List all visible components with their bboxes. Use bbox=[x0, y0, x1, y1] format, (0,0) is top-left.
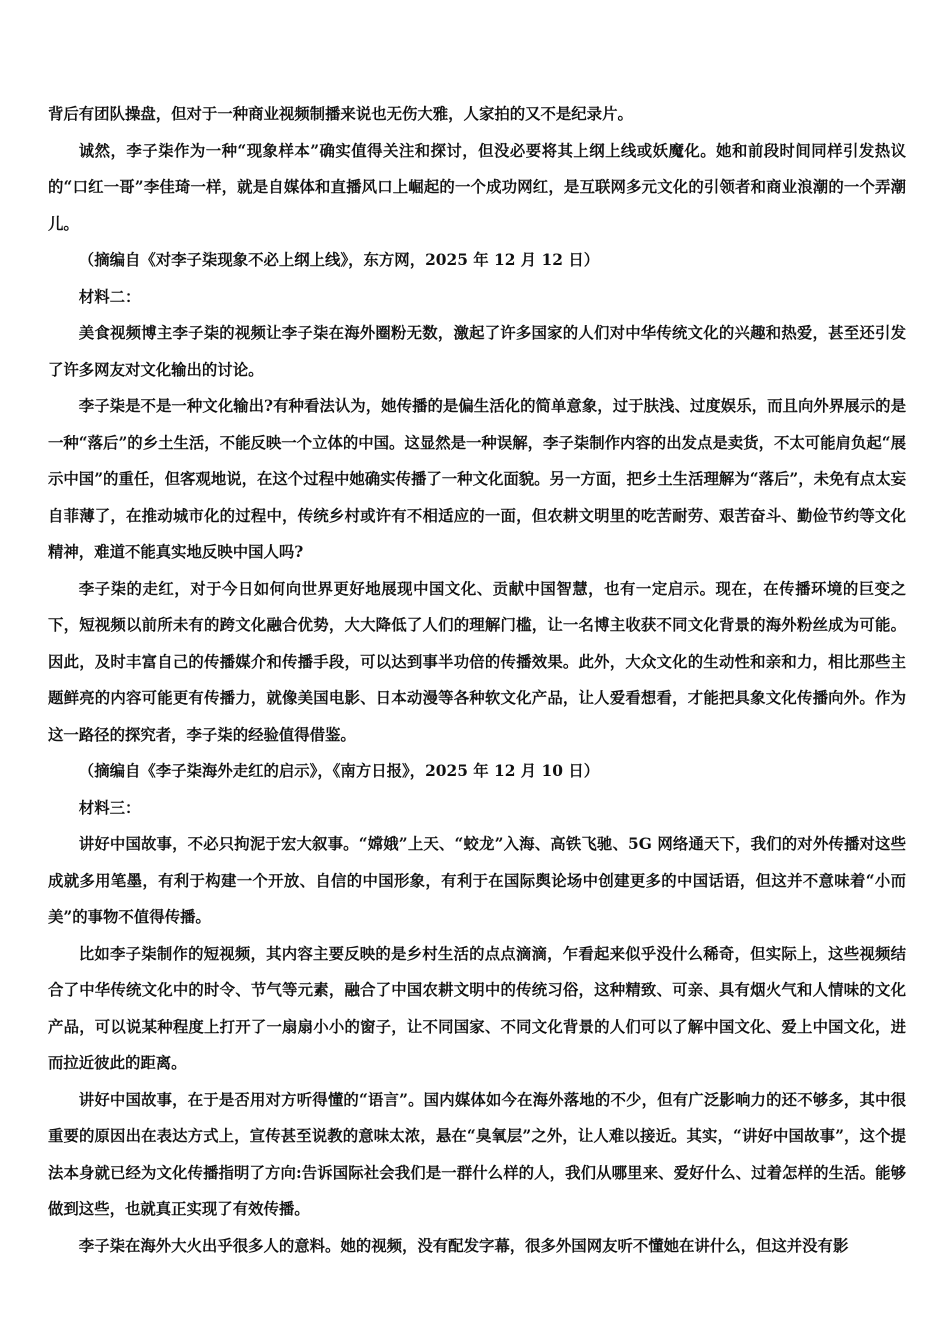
document-body bbox=[48, 96, 906, 1264]
paragraph-4: 李子柒是不是一种文化输出?有种看法认为，她传播的是偏生活化的简单意象，过于肤浅、过度娱乐，而且向外界展示的是一种“落后”的乡土生活，不能反映一个立体的中国。这显然是一种误解，李子柒制作内容的出发点是卖货，不太可能肩负起“展示中国”的重任，但客观地说，在这个过程中她确实传播了一种文化面貌。另一方面，把乡土生活理解为“落后”，未免有点太妄自菲薄了，在推动城市化的过程中，传统乡村或许有不相适应的一面，但农耕文明里的吃苦耐劳、艰苦奋斗、勤俭节约等文化精神，难道不能真实地反映中国人吗? bbox=[48, 397, 906, 561]
source-citation-2: （摘编自《李子柒海外走红的启示》，《南方日报》，2025 年 12 月 10 日） bbox=[78, 762, 600, 780]
source-citation-1: （摘编自《对李子柒现象不必上纲上线》，东方网，2025 年 12 月 12 日） bbox=[78, 251, 600, 269]
paragraph-8: 讲好中国故事，在于是否用对方听得懂的“语言”。国内媒体如今在海外落地的不少，但有广泛影响力的还不够多，其中很重要的原因出在表达方式上，宣传甚至说教的意味太浓，悬在“臭氧层”之外，让人难以接近。其实，“讲好中国故事”，这个提法本身就已经为文化传播指明了方向:告诉国际社会我们是一群什么样的人，我们从哪里来、爱好什么、过着怎样的生活。能够做到这些，也就真正实现了有效传播。 bbox=[48, 1090, 906, 1218]
material-three-heading: 材料三： bbox=[78, 798, 141, 817]
paragraph-5: 李子柒的走红，对于今日如何向世界更好地展现中国文化、贡献中国智慧，也有一定启示。现在，在传播环境的巨变之下，短视频以前所未有的跨文化融合优势，大大降低了人们的理解门槛，让一名博主收获不同文化背景的海外粉丝成为可能。因此，及时丰富自己的传播媒介和传播手段，可以达到事半功倍的传播效果。此外，大众文化的生动性和亲和力，相比那些主题鲜亮的内容可能更有传播力，就像美国电影、日本动漫等各种软文化产品，让人爱看想看，才能把具象文化传播向外。作为这一路径的探究者，李子柒的经验值得借鉴。 bbox=[48, 579, 906, 744]
paragraph-7: 比如李子柒制作的短视频，其内容主要反映的是乡村生活的点点滴滴，乍看起来似乎没什么稀奇，但实际上，这些视频结合了中华传统文化中的时令、节气等元素，融合了中国农耕文明中的传统习俗，这种精致、可亲、具有烟火气和人情味的文化产品，可以说某种程度上打开了一扇扇小小的窗子，让不同国家、不同文化背景的人们可以了解中国文化、爱上中国文化，进而拉近彼此的距离。 bbox=[48, 944, 906, 1072]
paragraph-1: 背后有团队操盘，但对于一种商业视频制播来说也无伤大雅，人家拍的又不是纪录片。 bbox=[48, 105, 633, 123]
material-two-heading: 材料二： bbox=[78, 287, 141, 306]
paragraph-6: 讲好中国故事，不必只拘泥于宏大叙事。“嫦娥”上天、“蛟龙”入海、高铁飞驰、5G 网络通天下，我们的对外传播对这些成就多用笔墨，有利于构建一个开放、自信的中国形象，有利于在国际舆论场中创建更多的中国话语，但这并不意味着“小而美”的事物不值得传播。 bbox=[48, 835, 906, 926]
paragraph-2: 诚然，李子柒作为一种“现象样本”确实值得关注和探讨，但没必要将其上纲上线或妖魔化。她和前段时间同样引发热议的“口红一哥”李佳琦一样，就是自媒体和直播风口上崛起的一个成功网红，是互联网多元文化的引领者和商业浪潮的一个弄潮儿。 bbox=[48, 141, 906, 233]
paragraph-3: 美食视频博主李子柒的视频让李子柒在海外圈粉无数，激起了许多国家的人们对中华传统文化的兴趣和热爱，甚至还引发了许多网友对文化输出的讨论。 bbox=[48, 324, 906, 379]
paragraph-9: 李子柒在海外大火出乎很多人的意料。她的视频，没有配发字幕，很多外国网友听不懂她在讲什么，但这并没有影 bbox=[78, 1236, 849, 1255]
